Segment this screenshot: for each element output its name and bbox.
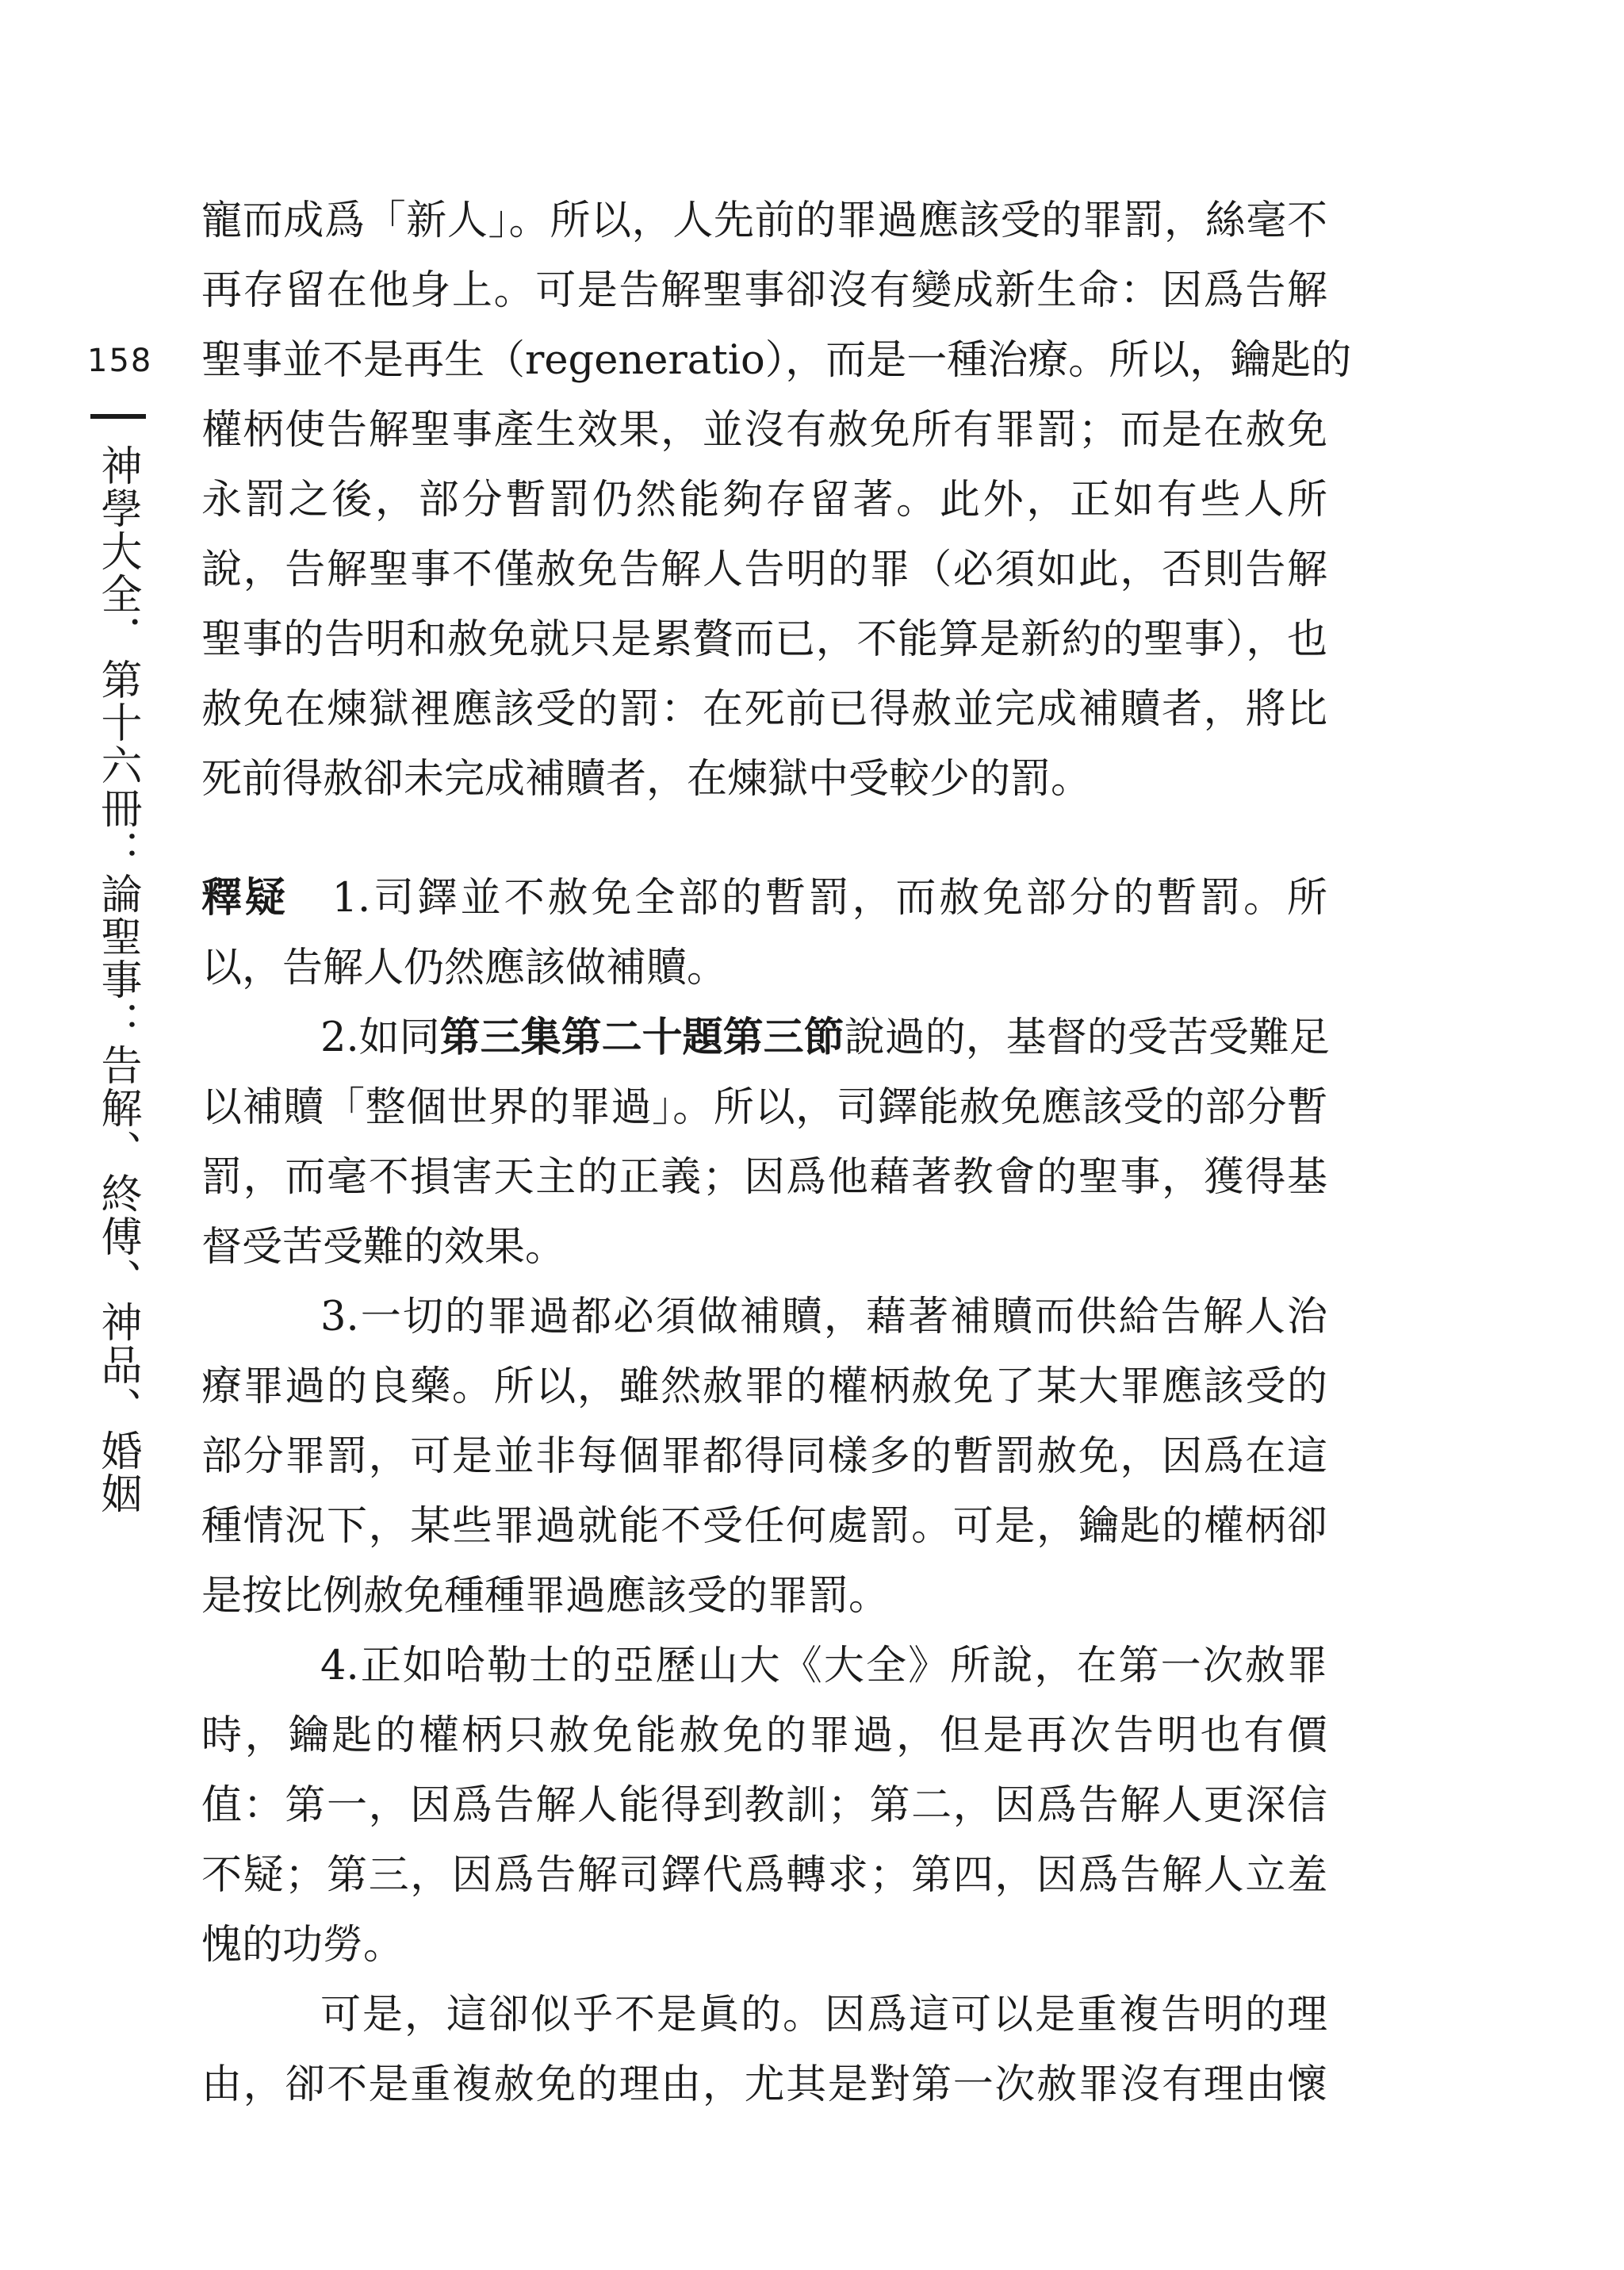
text-line: 愧的功勞。 <box>201 1922 404 1969</box>
reply-2-rest: 說過的，基督的受苦受難足 <box>844 1014 1330 1061</box>
text-line: 4.正如哈勒士的亞歷山大《大全》所說，在第一次赦罪 <box>320 1643 1327 1689</box>
text-line: 不疑；第三，因爲告解司鐸代爲轉求；第四，因爲告解人立羞 <box>201 1852 1327 1899</box>
text-line: 罰，而毫不損害天主的正義；因爲他藉著教會的聖事，獲得基 <box>201 1154 1327 1201</box>
text-line: 部分罪罰，可是並非每個罪都得同樣多的暫罰赦免，因爲在這 <box>201 1433 1327 1480</box>
page-number: 158 <box>87 343 153 379</box>
reply-2-first-line <box>201 1014 1330 1063</box>
reply-1-first-line <box>201 874 1327 923</box>
reply-1-text: 1.司鐸並不赦免全部的暫罰，而赦免部分的暫罰。所 <box>331 875 1327 922</box>
text-line: 聖事的告明和赦免就只是累贅而已，不能算是新約的聖事），也 <box>201 616 1327 663</box>
text-line: 種情況下，某些罪過就能不受任何處罰。可是，鑰匙的權柄卻 <box>201 1503 1327 1550</box>
text-line: 督受苦受難的效果。 <box>201 1224 566 1271</box>
text-line: 寵而成爲「新人」。所以，人先前的罪過應該受的罪罰，絲毫不 <box>201 197 1327 244</box>
reply-label: 釋疑 <box>201 875 289 922</box>
reply-2-prefix: 2.如同 <box>320 1014 440 1061</box>
text-line: 死前得赦卻未完成補贖者，在煉獄中受較少的罰。 <box>201 756 1092 803</box>
text-line: 以，告解人仍然應該做補贖。 <box>201 945 728 991</box>
text-line: 是按比例赦免種種罪過應該受的罪罰。 <box>201 1573 890 1620</box>
text-line: 由，卻不是重複赦免的理由，尤其是對第一次赦罪沒有理由懷 <box>201 2061 1327 2108</box>
text-line: 再存留在他身上。可是告解聖事卻沒有變成新生命：因爲告解 <box>201 267 1327 314</box>
text-line: 時，鑰匙的權柄只赦免能赦免的罪過，但是再次告明也有價 <box>201 1712 1327 1759</box>
text-line: 說，告解聖事不僅赦免告解人告明的罪（必須如此，否則告解 <box>201 546 1327 593</box>
text-line: 永罰之後，部分暫罰仍然能夠存留著。此外，正如有些人所 <box>201 477 1327 523</box>
cross-reference: 第三集第二十題第三節 <box>439 1014 845 1061</box>
text-line: 權柄使告解聖事產生效果，並沒有赦免所有罪罰；而是在赦免 <box>201 407 1327 454</box>
text-line: 聖事並不是再生（regeneratio），而是一種治療。所以，鑰匙的 <box>201 337 1352 384</box>
running-head: 神學大全．第十六冊：論聖事：告解、終傅、神品、婚姻 <box>94 444 141 1515</box>
page-number-rule <box>90 414 146 419</box>
text-line: 3.一切的罪過都必須做補贖，藉著補贖而供給告解人治 <box>320 1294 1327 1340</box>
text-line: 值：第一，因爲告解人能得到教訓；第二，因爲告解人更深信 <box>201 1782 1327 1829</box>
text-line: 可是，這卻似乎不是眞的。因爲這可以是重複告明的理 <box>320 1992 1327 2038</box>
text-line: 療罪過的良藥。所以，雖然赦罪的權柄赦免了某大罪應該受的 <box>201 1363 1327 1410</box>
text-line: 以補贖「整個世界的罪過」。所以，司鐸能赦免應該受的部分暫 <box>201 1084 1327 1131</box>
text-line: 赦免在煉獄裡應該受的罰：在死前已得赦並完成補贖者，將比 <box>201 686 1327 733</box>
